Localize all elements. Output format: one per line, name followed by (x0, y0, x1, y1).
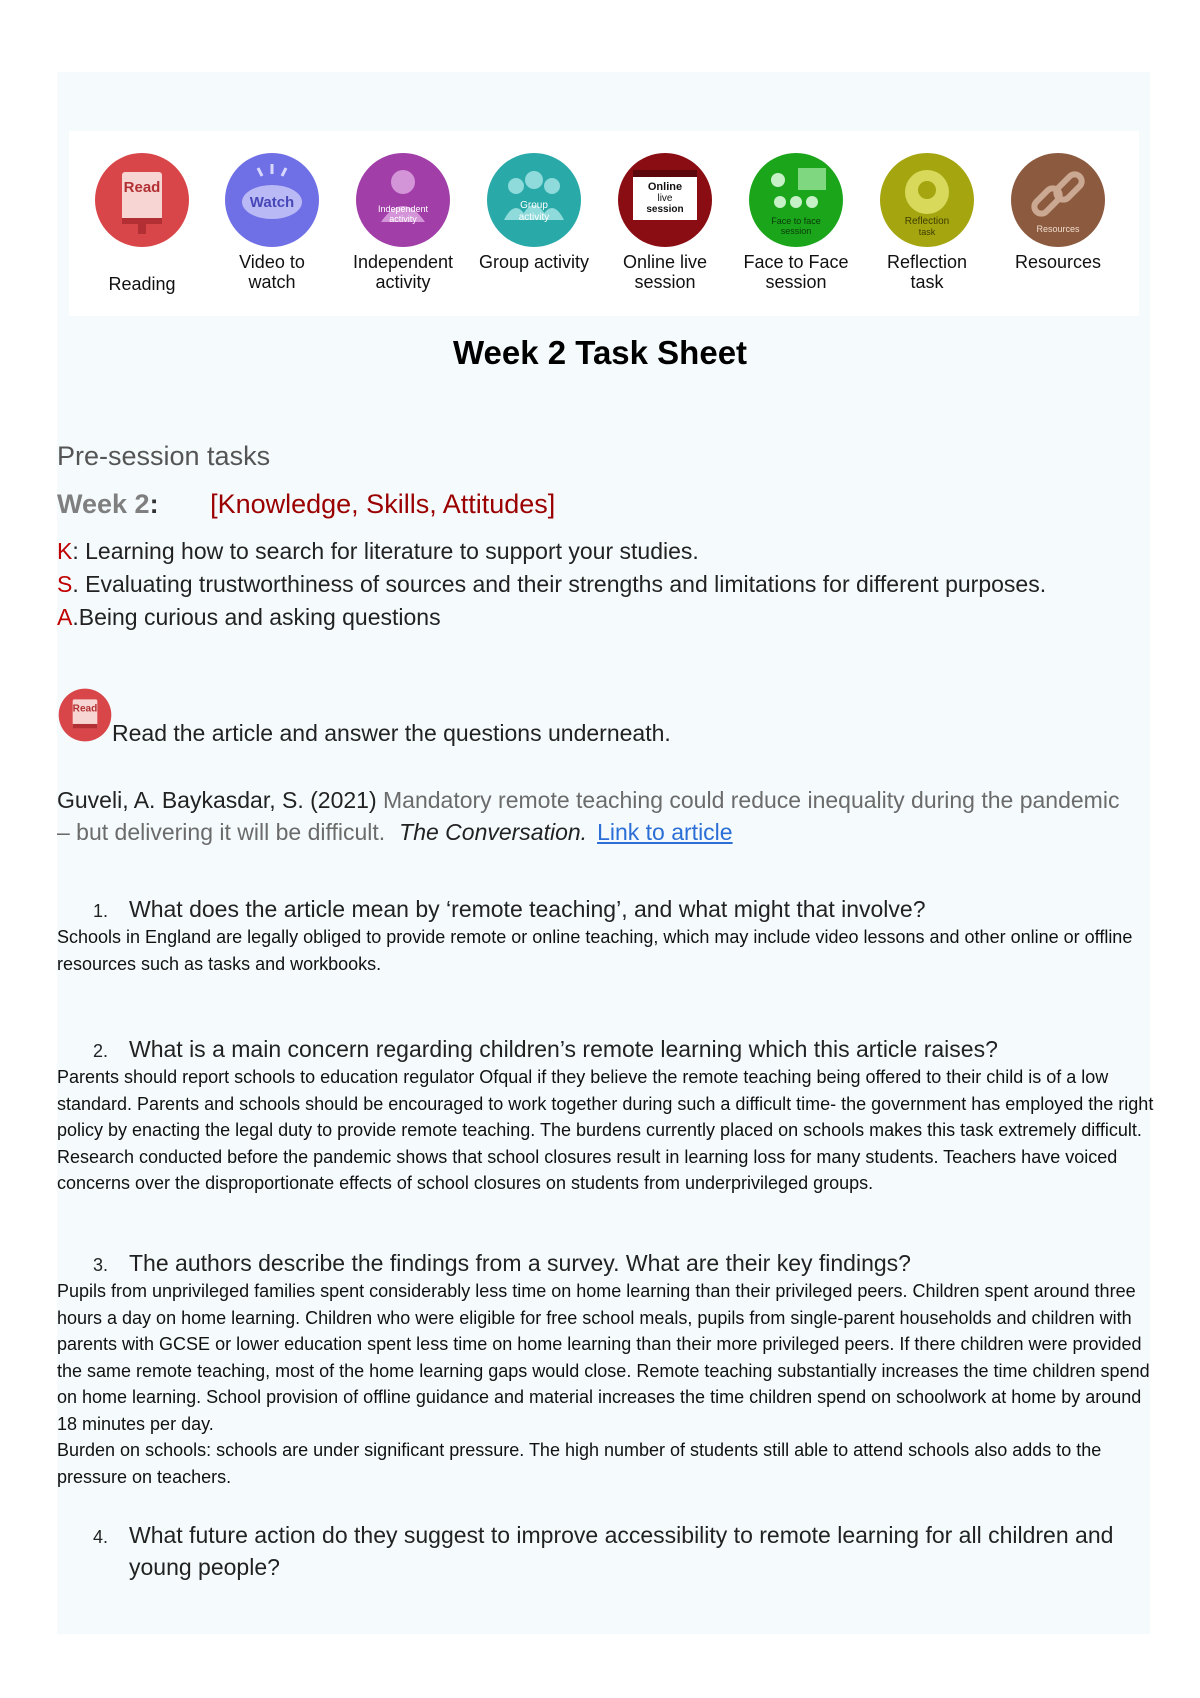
svg-text:Watch: Watch (249, 194, 295, 211)
objective-text: : Learning how to search for literature to support your studies. (72, 538, 699, 564)
question-number: 3. (93, 1255, 109, 1275)
objective-key: K (57, 538, 73, 564)
answer-2 (57, 1064, 1157, 1197)
objective-knowledge (57, 538, 699, 565)
legend-label: Resources (1014, 252, 1102, 272)
legend-item-group (469, 150, 599, 272)
svg-text:Online: Online (647, 181, 683, 193)
question-number: 1. (93, 901, 109, 921)
objective-text: .Being curious and asking questions (72, 604, 441, 630)
question-number: 4. (93, 1527, 109, 1547)
reflection-task-icon (877, 150, 977, 250)
week-colon: : (149, 489, 159, 519)
legend-label: Online live session (622, 252, 708, 292)
answer-3 (57, 1278, 1157, 1490)
citation-journal: The Conversation. (399, 819, 588, 845)
svg-text:Read: Read (123, 179, 161, 196)
svg-text:live: live (657, 193, 673, 204)
svg-text:Face to face: Face to face (771, 216, 821, 226)
objective-key: S (57, 571, 73, 597)
answer-paragraph: Pupils from unprivileged families spent considerably less time on home learning than their privileged peers. Children spent around three hours a day on home learning. Children who were eligible for free school meals, pupils from single-parent households and children with parents with GCSE or lower education spent less time on home learning than their more privileged peers. If there children were provided the same remote teaching, most of the home learning gaps would close. Remote teaching substantially increases the time children spend on home learning. School provision of offline guidance and material increases the time children spend on schoolwork at home by around 18 minutes per day. (57, 1281, 1150, 1434)
legend-label: Video to watch (239, 252, 305, 292)
face-to-face-icon (746, 150, 846, 250)
week-categories: [Knowledge, Skills, Attitudes] (210, 489, 556, 519)
article-citation (57, 784, 1137, 848)
legend-item-reflection (862, 150, 992, 292)
legend-item-face-to-face (731, 150, 861, 292)
resources-icon (1008, 150, 1108, 250)
page-title: Week 2 Task Sheet (452, 334, 748, 371)
section-heading: Pre-session tasks (57, 441, 271, 471)
question-3 (93, 1247, 1133, 1281)
question-text: What future action do they suggest to improve accessibility to remote learning for all children and young people? (129, 1522, 1114, 1580)
answer-paragraph: Research conducted before the pandemic shows that school closures result in learning loss for many students. Teachers have voiced concerns over the disproportionate effects of school closures on students from underprivileged groups. (57, 1146, 1118, 1193)
answer-1 (57, 924, 1157, 977)
legend-label: Group activity (478, 252, 590, 272)
svg-text:Group: Group (520, 200, 548, 211)
question-text: What is a main concern regarding children’s remote learning which this article raises? (129, 1036, 998, 1062)
online-live-session-icon (615, 150, 715, 250)
objective-key: A (57, 604, 73, 630)
legend-label: Independent activity (352, 252, 454, 292)
svg-text:Read: Read (72, 703, 98, 715)
independent-activity-icon (353, 150, 453, 250)
svg-text:activity: activity (389, 214, 417, 224)
legend-item-online (600, 150, 730, 292)
article-link[interactable]: Link to article (597, 819, 733, 845)
answer-paragraph: Schools in England are legally obliged to provide remote or online teaching, which may include video lessons and other online or offline resources such as tasks and workbooks. (57, 927, 1133, 974)
question-1 (93, 893, 1133, 927)
legend-label: Face to Face session (743, 252, 849, 292)
legend-label: Reading (108, 274, 176, 294)
svg-text:task: task (918, 227, 936, 237)
question-text: The authors describe the findings from a survey. What are their key findings? (129, 1250, 911, 1276)
legend-item-reading (77, 150, 207, 294)
legend-item-resources (993, 150, 1123, 272)
group-activity-icon (484, 150, 584, 250)
question-4 (93, 1519, 1133, 1583)
legend-item-video (207, 150, 337, 292)
week-heading (57, 489, 555, 520)
svg-text:activity: activity (518, 212, 550, 223)
svg-text:Resources: Resources (1036, 224, 1080, 234)
svg-text:session: session (646, 204, 684, 215)
citation-authors: Guveli, A. Baykasdar, S. (2021) (57, 787, 383, 813)
svg-text:Independent: Independent (377, 204, 429, 214)
question-2 (93, 1033, 1133, 1067)
objective-skills (57, 571, 1046, 598)
svg-text:Reflection: Reflection (904, 216, 950, 227)
answer-paragraph: Parents should report schools to education regulator Ofqual if they believe the remote teaching being offered to their child is of a low standard. Parents and schools should be encouraged to work together during such a difficult time- the government has employed the right policy by enacting the legal duty to provide remote teaching. The burdens currently placed on schools makes this task extremely difficult. (57, 1067, 1154, 1140)
svg-text:session: session (780, 226, 812, 236)
question-number: 2. (93, 1041, 109, 1061)
legend-item-independent (338, 150, 468, 292)
question-text: What does the article mean by ‘remote teaching’, and what might that involve? (129, 896, 926, 922)
citation-title: Mandatory remote teaching could reduce inequality during the pandemic – but delivering it will be difficult. (57, 787, 1120, 845)
week-label: Week 2 (57, 489, 150, 519)
answer-paragraph: Burden on schools: schools are under significant pressure. The high number of students still able to attend schools also adds to the pressure on teachers. (57, 1440, 1102, 1487)
objective-text: . Evaluating trustworthiness of sources and their strengths and limitations for different purposes. (72, 571, 1047, 597)
legend-label: Reflection task (886, 252, 968, 292)
watch-icon (222, 150, 322, 250)
read-icon (57, 687, 113, 743)
read-icon (92, 150, 192, 250)
objective-attitudes (57, 604, 441, 631)
reading-instruction: Read the article and answer the questions underneath. (112, 720, 671, 746)
